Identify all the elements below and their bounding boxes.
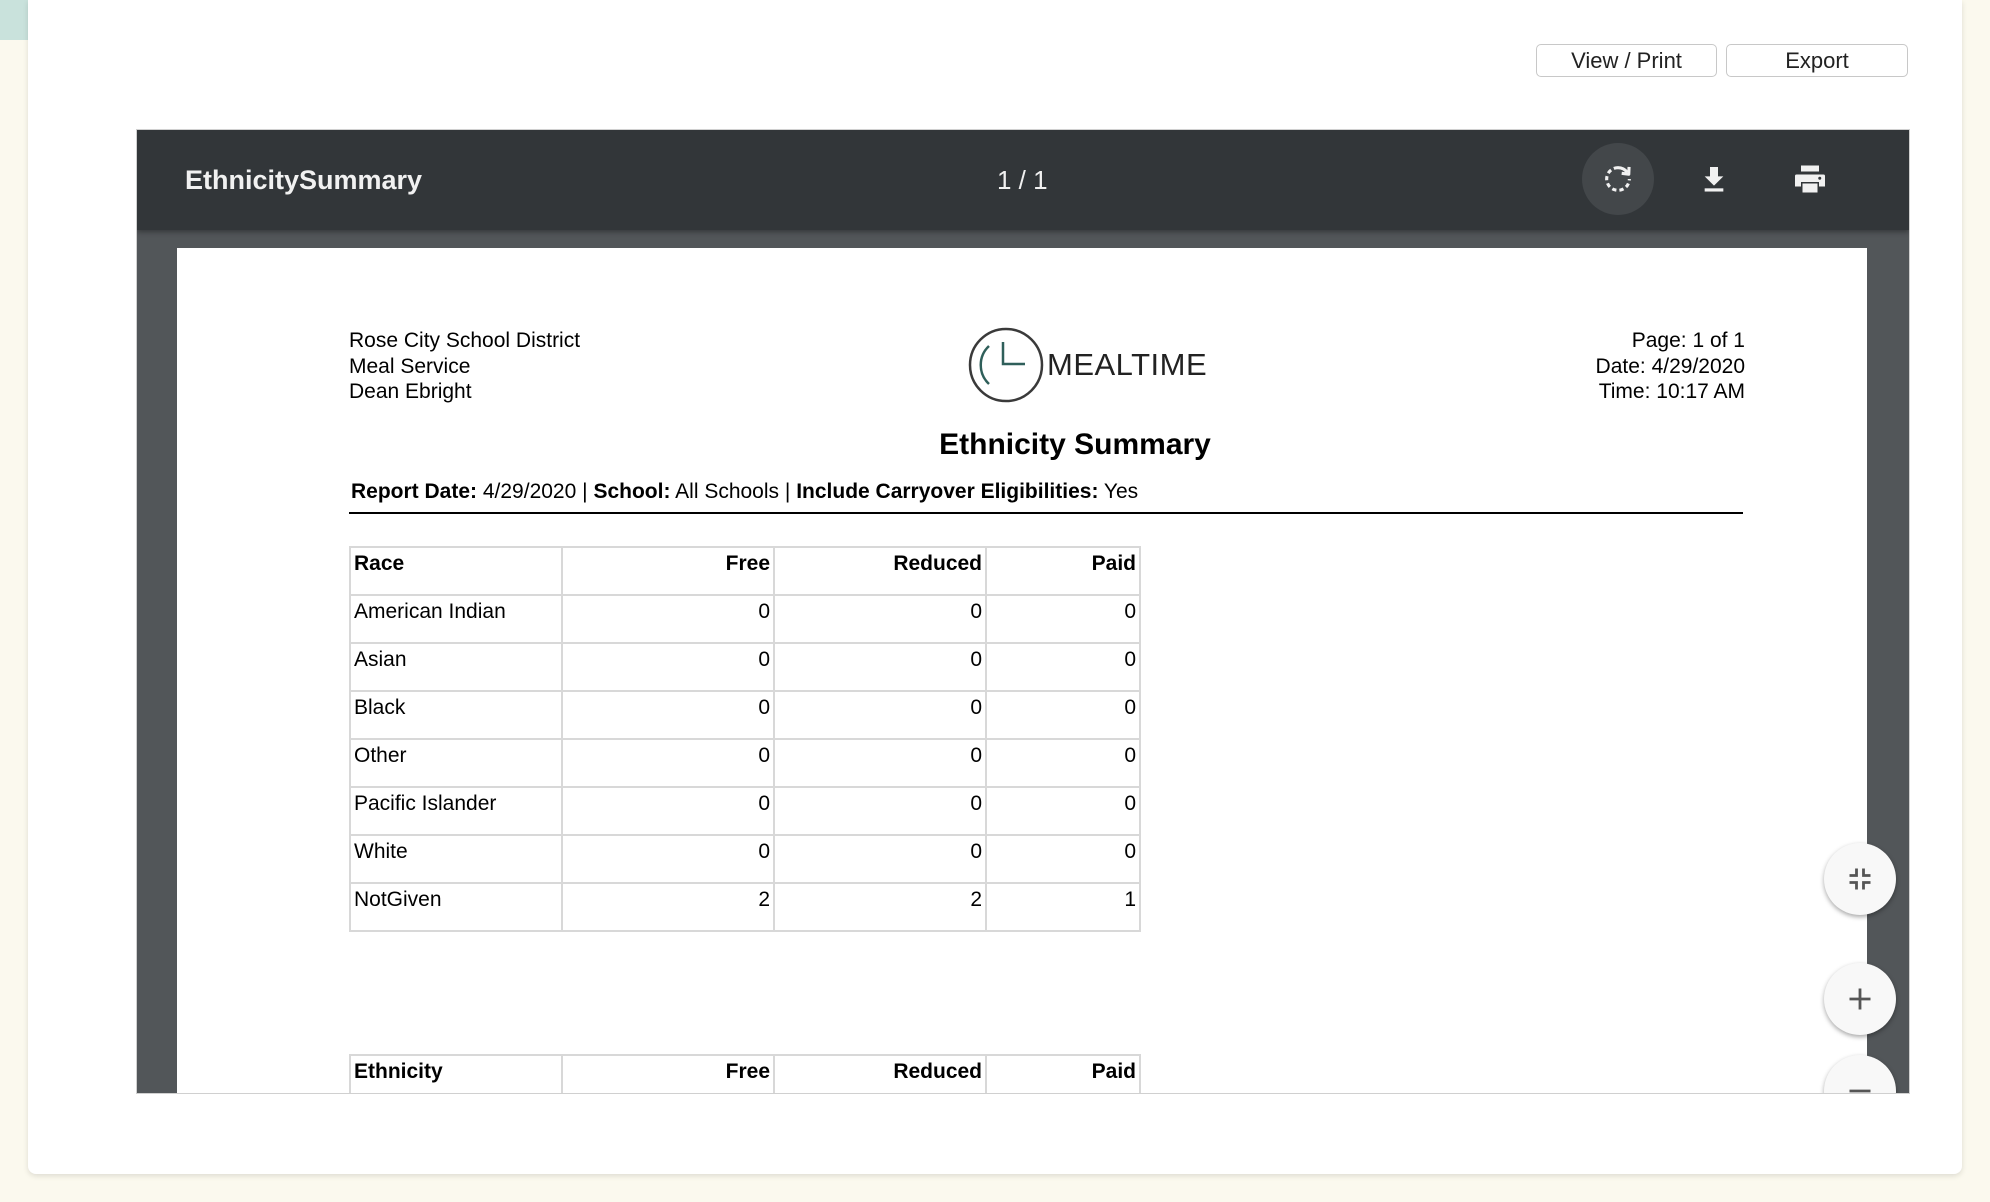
page-count: Page: 1 of 1	[1631, 329, 1745, 352]
report-title: Ethnicity Summary	[939, 428, 1211, 461]
cell-reduced: 0	[774, 835, 986, 883]
corner-accent	[0, 0, 30, 40]
cell-paid: 0	[986, 643, 1140, 691]
pdf-toolbar	[137, 130, 1909, 230]
col-free: Free	[562, 547, 774, 595]
col-free: Free	[562, 1055, 774, 1093]
table-row	[350, 643, 1140, 691]
race-table	[349, 546, 1141, 932]
cell-race: Black	[350, 691, 562, 739]
logo-text: MEALTIME	[1047, 347, 1208, 382]
col-paid: Paid	[986, 547, 1140, 595]
carryover-value: Yes	[1103, 480, 1139, 503]
table-row	[350, 835, 1140, 883]
pdf-viewer[interactable]	[137, 130, 1909, 1093]
report-date-label: Report Date:	[351, 480, 478, 503]
cell-reduced: 0	[774, 643, 986, 691]
col-race: Race	[350, 547, 562, 595]
table-row	[350, 787, 1140, 835]
school-label: School:	[593, 480, 671, 503]
department-name: Meal Service	[349, 354, 471, 378]
ethnicity-table	[349, 1054, 1141, 1093]
rotate-icon[interactable]	[1582, 143, 1654, 215]
table-row	[350, 691, 1140, 739]
download-icon[interactable]	[1678, 143, 1750, 215]
col-reduced: Reduced	[774, 547, 986, 595]
school-value: All Schools	[675, 480, 780, 503]
report-date-value: 4/29/2020	[482, 480, 577, 503]
cell-race: NotGiven	[350, 883, 562, 931]
cell-race: White	[350, 835, 562, 883]
table-header-row	[350, 1055, 1140, 1093]
page-indicator: 1 / 1	[997, 165, 1048, 195]
cell-race: Asian	[350, 643, 562, 691]
pdf-page	[177, 248, 1867, 1093]
table-header-row	[350, 547, 1140, 595]
print-icon[interactable]	[1774, 143, 1846, 215]
cell-paid: 0	[986, 691, 1140, 739]
table-row	[350, 739, 1140, 787]
cell-free: 0	[562, 691, 774, 739]
cell-paid: 1	[986, 883, 1140, 931]
cell-race: Other	[350, 739, 562, 787]
report-run-date: Date: 4/29/2020	[1595, 354, 1745, 378]
table-row	[350, 595, 1140, 643]
district-name: Rose City School District	[349, 329, 581, 352]
user-name: Dean Ebright	[349, 380, 472, 403]
report-run-time: Time: 10:17 AM	[1598, 380, 1745, 403]
col-ethnicity: Ethnicity	[350, 1055, 562, 1093]
separator: |	[582, 480, 588, 503]
report-card	[28, 0, 1962, 1174]
cell-free: 0	[562, 739, 774, 787]
col-paid: Paid	[986, 1055, 1140, 1093]
cell-reduced: 0	[774, 691, 986, 739]
fit-to-page-icon[interactable]	[1824, 843, 1896, 915]
clock-logo-icon	[967, 326, 1045, 404]
cell-paid: 0	[986, 739, 1140, 787]
document-title: EthnicitySummary	[185, 165, 423, 195]
carryover-label: Include Carryover Eligibilities:	[796, 480, 1099, 503]
report-criteria	[351, 480, 1138, 504]
cell-race: Pacific Islander	[350, 787, 562, 835]
table-row	[350, 883, 1140, 931]
view-print-button[interactable]: View / Print	[1536, 44, 1717, 77]
cell-free: 0	[562, 595, 774, 643]
header-left	[349, 328, 580, 405]
zoom-in-icon[interactable]	[1824, 963, 1896, 1035]
mealtime-logo	[967, 326, 1207, 404]
cell-reduced: 0	[774, 595, 986, 643]
cell-race: American Indian	[350, 595, 562, 643]
cell-paid: 0	[986, 595, 1140, 643]
cell-reduced: 0	[774, 739, 986, 787]
header-divider	[349, 512, 1743, 514]
col-reduced: Reduced	[774, 1055, 986, 1093]
cell-free: 0	[562, 787, 774, 835]
export-button[interactable]: Export	[1726, 44, 1908, 77]
cell-reduced: 2	[774, 883, 986, 931]
cell-paid: 0	[986, 787, 1140, 835]
cell-paid: 0	[986, 835, 1140, 883]
separator: |	[784, 480, 791, 503]
cell-free: 0	[562, 643, 774, 691]
cell-free: 0	[562, 835, 774, 883]
cell-free: 2	[562, 883, 774, 931]
cell-reduced: 0	[774, 787, 986, 835]
header-right	[1596, 328, 1745, 405]
